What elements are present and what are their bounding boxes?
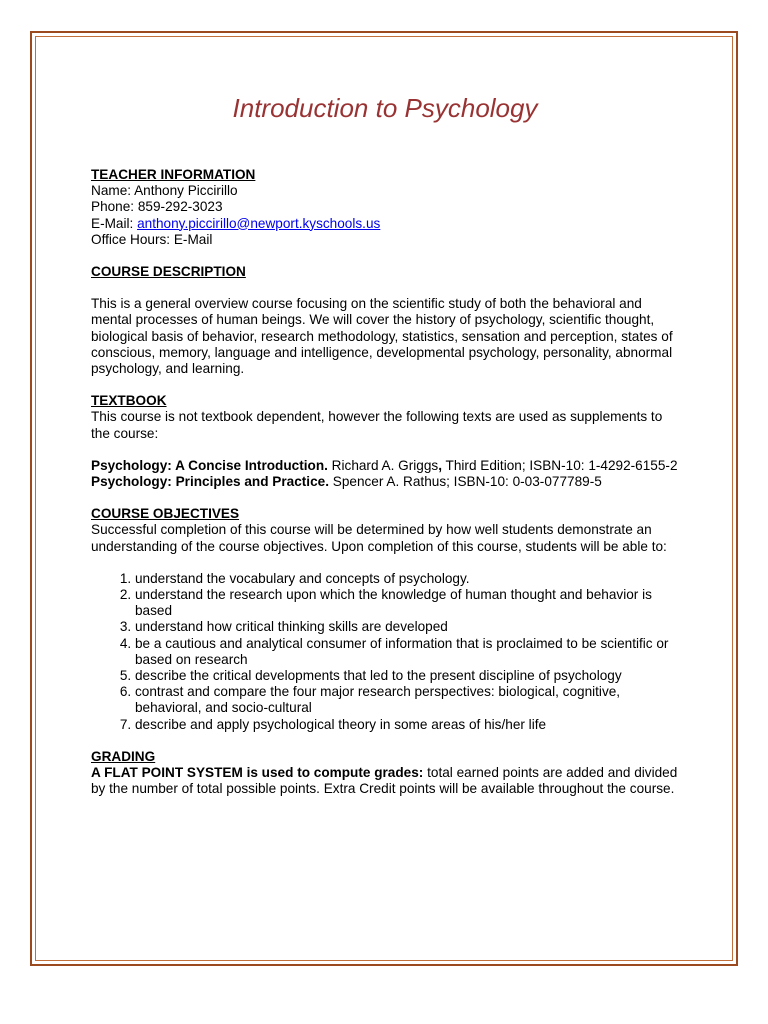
teacher-info-heading: TEACHER INFORMATION	[91, 167, 256, 182]
grading-details: total earned points are added and divided by the number of total possible points. Extra Credit points will be available throughout the course.	[91, 765, 678, 797]
book1-details: Third Edition; ISBN-10: 1-4292-6155-2	[442, 457, 678, 473]
objective-item: 6. contrast and compare the four major research perspectives: biological, cognitive, behavioral, and socio-cultural	[135, 684, 681, 716]
objective-item: 5. describe the critical developments that led to the present discipline of psychology	[135, 668, 681, 684]
book1-title: Psychology: A Concise Introduction.	[91, 457, 328, 473]
book1-author: Richard A. Griggs	[327, 457, 439, 473]
textbook-intro: This course is not textbook dependent, however the following texts are used as supplements to the course:	[91, 409, 663, 441]
objective-item: 1. understand the vocabulary and concepts of psychology.	[135, 571, 681, 587]
textbook-heading: TEXTBOOK	[91, 393, 167, 409]
teacher-phone: Phone: 859-292-3023	[91, 199, 223, 215]
objective-item: 2. understand the research upon which the knowledge of human thought and behavior is based	[135, 587, 681, 619]
course-description-text: This is a general overview course focusing on the scientific study of both the behavioral and mental processes of human beings. We will cover the history of psychology, scientific thought, biological basis of behavior, research methodology, statistics, sensation and perception, states of conscious, memory, language and intelligence, developmental psychology, personality, abnormal psychology, and learning.	[91, 296, 673, 377]
grading-text	[91, 765, 681, 797]
book1-comma: ,	[438, 457, 442, 473]
objectives-list	[91, 571, 681, 733]
grading-heading: GRADING	[91, 748, 156, 764]
objective-item: 3. understand how critical thinking skills are developed	[135, 619, 681, 635]
office-hours: Office Hours: E-Mail	[91, 231, 213, 247]
textbook-entry-2	[91, 474, 681, 490]
document-body	[91, 167, 681, 798]
objectives-intro: Successful completion of this course will be determined by how well students demonstrate an understanding of the course objectives. Upon completion of this course, students will be able to:	[91, 522, 667, 554]
book2-title: Psychology: Principles and Practice.	[91, 474, 329, 490]
textbook-entry-1	[91, 458, 681, 474]
grading-bold-lead: A FLAT POINT SYSTEM is used to compute grades:	[91, 765, 424, 781]
email-link[interactable]: anthony.piccirillo@newport.kyschools.us	[137, 215, 381, 231]
email-label: E-Mail:	[91, 215, 138, 231]
course-objectives-heading: COURSE OBJECTIVES	[91, 506, 240, 522]
objective-item: 4. be a cautious and analytical consumer of information that is proclaimed to be scientific or based on research	[135, 636, 681, 668]
page-title: Introduction to Psychology	[232, 93, 538, 123]
objective-item: 7. describe and apply psychological theory in some areas of his/her life	[135, 717, 681, 733]
book2-details: Spencer A. Rathus; ISBN-10: 0-03-077789-5	[328, 474, 602, 490]
course-description-heading: COURSE DESCRIPTION	[91, 264, 246, 280]
teacher-name: Name: Anthony Piccirillo	[91, 183, 238, 199]
teacher-email-line	[91, 216, 681, 232]
